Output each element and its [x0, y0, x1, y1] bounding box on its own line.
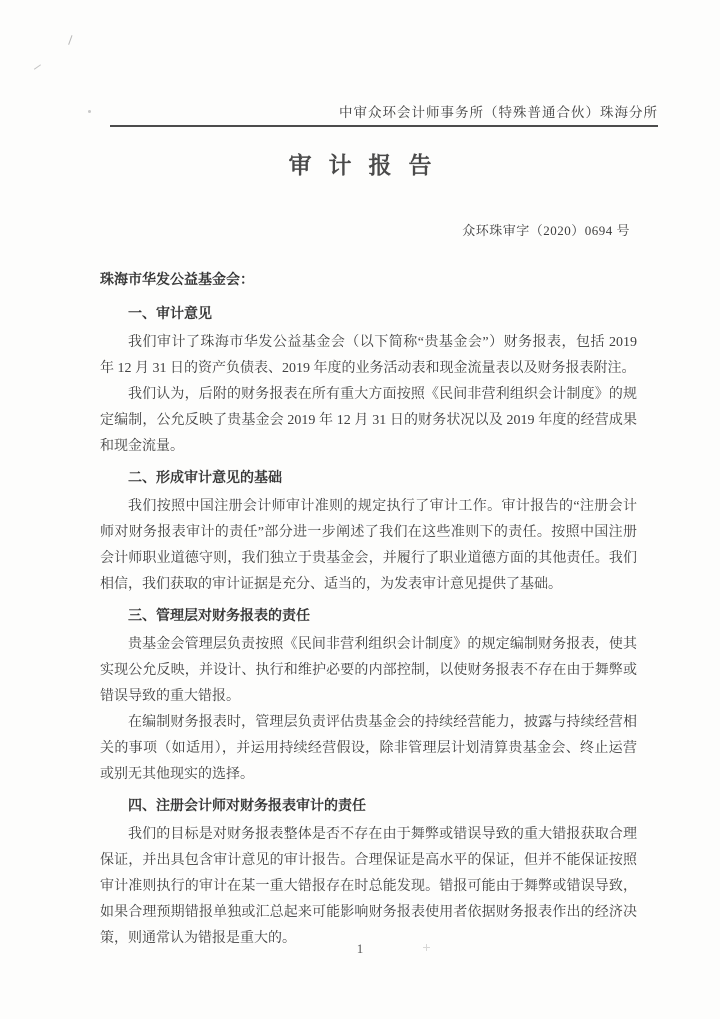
paragraph-auditor-responsibility-1: 我们的目标是对财务报表整体是否不存在由于舞弊或错误导致的重大错报获取合理保证，并出具包含审计意见的审计报告。合理保证是高水平的保证，但并不能保证按照审计准则执行的审计在某一重大错报存在时总能发现。错报可能由于舞弊或错误导致，如果合理预期错报单独或汇总起来可能影响财务报表使用者依据财务报表作出的经济决策，则通常认为错报是重大的。	[100, 827, 637, 946]
section-heading-basis-for-opinion: 二、形成审计意见的基础	[128, 471, 282, 486]
firm-name: 中审众环会计师事务所（特殊普通合伙）珠海分所	[339, 105, 658, 120]
letterhead	[110, 104, 658, 127]
paragraph-audit-opinion-1: 我们审计了珠海市华发公益基金会（以下简称“贵基金会”）财务报表，包括 2019 年 12 月 31 日的资产负债表、2019 年度的业务活动表和现金流量表以及财务报表附注。	[100, 335, 637, 376]
addressee: 珠海市华发公益基金会：	[100, 273, 254, 288]
page-footer	[0, 941, 720, 957]
paragraph-management-responsibility-2: 在编制财务报表时，管理层负责评估贵基金会的持续经营能力，披露与持续经营相关的事项（如适用），并运用持续经营假设，除非管理层计划清算贵基金会、终止运营或别无其他现实的选择。	[100, 715, 637, 782]
reference-number: 众环珠审字（2020）0694 号	[462, 223, 630, 238]
document-title: 审计报告	[288, 153, 449, 178]
scan-artifact	[63, 33, 73, 45]
section-heading-management-responsibility: 三、管理层对财务报表的责任	[128, 609, 310, 624]
scan-artifact	[88, 110, 91, 113]
paragraph-basis-for-opinion-1: 我们按照中国注册会计师审计准则的规定执行了审计工作。审计报告的“注册会计师对财务报表审计的责任”部分进一步阐述了我们在这些准则下的责任。按照中国注册会计师职业道德守则，我们独立于贵基金会，并履行了职业道德方面的其他责任。我们相信，我们获取的审计证据是充分、适当的，为发表审计意见提供了基础。	[100, 499, 637, 592]
section-heading-audit-opinion: 一、审计意见	[128, 307, 212, 322]
paragraph-management-responsibility-1: 贵基金会管理层负责按照《民间非营利组织会计制度》的规定编制财务报表，使其实现公允反映，并设计、执行和维护必要的内部控制，以使财务报表不存在由于舞弊或错误导致的重大错报。	[100, 637, 637, 704]
section-heading-auditor-responsibility: 四、注册会计师对财务报表审计的责任	[128, 799, 366, 814]
scan-artifact	[31, 60, 41, 70]
paragraph-audit-opinion-2: 我们认为，后附的财务报表在所有重大方面按照《民间非营利组织会计制度》的规定编制，公允反映了贵基金会 2019 年 12 月 31 日的财务状况以及 2019 年度的经营成果和现金流量。	[100, 387, 637, 454]
page-number: 1	[356, 941, 364, 956]
document-body	[100, 268, 637, 952]
